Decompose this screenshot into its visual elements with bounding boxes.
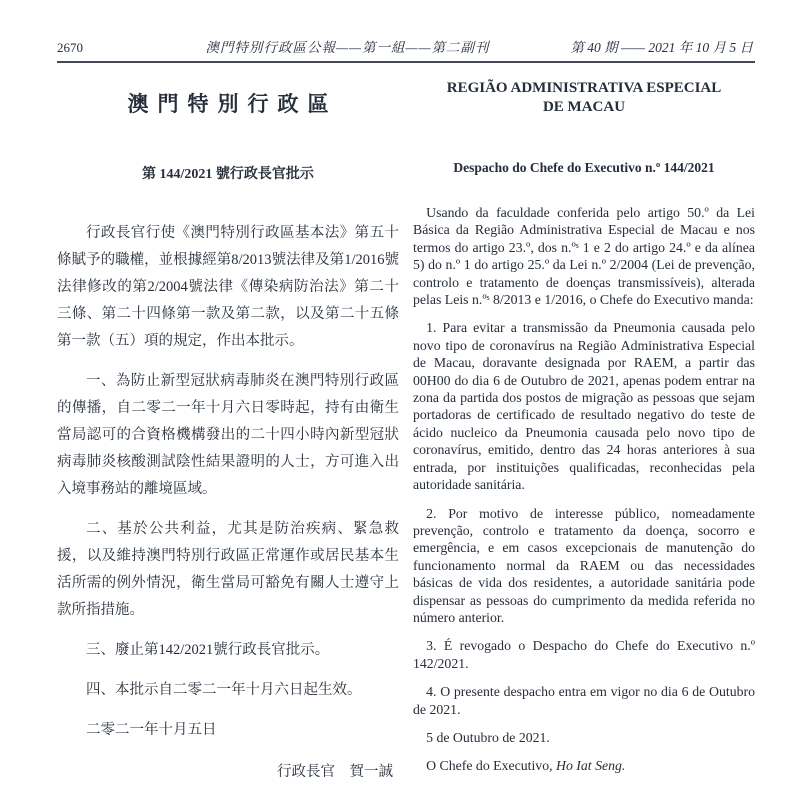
document-body bbox=[0, 63, 808, 786]
body-text-pt bbox=[413, 204, 755, 775]
gazette-title: 澳門特別行政區公報——第一組——第二副刊 bbox=[205, 40, 490, 55]
signature-pt bbox=[413, 757, 755, 774]
paragraph-pt: 2. Por motivo de interesse público, nomeadamente prevenção, controlo e tratamento da doença, socorro e emergência, e em casos excepcionais de manutenção do funcionamento normal da RAEM ou das necessidades básicas de vida dos residentes, a autoridade sanitária pode dispensar as pessoas do cumprimento da medida referida no número anterior. bbox=[413, 505, 755, 625]
region-title-pt-line1: REGIÃO ADMINISTRATIVA ESPECIAL bbox=[446, 80, 722, 96]
paragraph-zh: 一、為防止新型冠狀病毒肺炎在澳門特別行政區的傳播，自二零二一年十月六日零時起，持有由衛生當局認可的合資格機構發出的二十四小時內新型冠狀病毒肺炎核酸測試陰性結果證明的人士，方可進入出入境事務站的離境區域。 bbox=[57, 373, 399, 497]
paragraph-pt: 4. O presente despacho entra em vigor no dia 6 de Outubro de 2021. bbox=[413, 684, 755, 717]
issue-info: 第 40 期 —— 2021 年 10 月 5 日 bbox=[570, 40, 753, 55]
date-line-zh: 二零二一年十月五日 bbox=[86, 722, 217, 738]
paragraph-zh: 行政長官行使《澳門特別行政區基本法》第五十條賦予的職權，並根據經第8/2013號法律及第1/2016號法律修改的第2/2004號法律《傳染病防治法》第二十三條、第二十四條第一款及第二款，以及第二十五條第一款（五）項的規定，作出本批示。 bbox=[57, 225, 399, 349]
despacho-heading-pt: Despacho do Chefe do Executivo n.º 144/2021 bbox=[453, 160, 715, 175]
paragraph-pt: 1. Para evitar a transmissão da Pneumonia causada pelo novo tipo de coronavírus na Região Administrativa Especial de Macau, doravante designada por RAEM, a partir das 00H00 do dia 6 de Outubro de 2021, apenas podem entrar na zona da partida dos postos de migração as pessoas que sejam portadoras de certificado de resultado negativo do teste de ácido nucleico da Pneumonia causada pelo novo tipo de coronavírus, emitido, dentro das 24 horas anteriores à sua entrada, por instituições qualificadas, reconhecidas pela autoridade sanitária. bbox=[413, 320, 755, 493]
page-number: 2670 bbox=[57, 40, 83, 55]
region-title-zh: 澳門特別行政區 bbox=[127, 92, 338, 116]
region-title-pt bbox=[413, 79, 755, 117]
paragraph-zh: 四、本批示自二零二一年十月六日起生效。 bbox=[86, 682, 362, 698]
running-header bbox=[0, 0, 808, 56]
signature-zh: 行政長官 賀一誠 bbox=[277, 764, 393, 780]
signature-pt-prefix: O Chefe do Executivo, bbox=[426, 758, 556, 774]
paragraph-zh: 二、基於公共利益，尤其是防治疾病、緊急救援，以及維持澳門特別行政區正常運作或居民基本生活所需的例外情況，衛生當局可豁免有關人士遵守上款所指措施。 bbox=[57, 521, 399, 618]
signature-pt-name: Ho Iat Seng. bbox=[556, 758, 626, 774]
region-title-pt-line2: DE MACAU bbox=[542, 99, 626, 115]
despacho-heading-zh: 第 144/2021 號行政長官批示 bbox=[142, 167, 314, 182]
portuguese-column bbox=[413, 63, 755, 786]
paragraph-zh: 三、廢止第142/2021號行政長官批示。 bbox=[86, 642, 330, 658]
paragraph-pt: Usando da faculdade conferida pelo artigo 50.º da Lei Básica da Região Administrativa Especial de Macau e nos termos do artigo 23.º, dos n.ºˢ 1 e 2 do artigo 24.º e da alínea 5) do n.º 1 do artigo 25.º da Lei n.º 2/2004 (Lei de prevenção, controlo e tratamento de doenças transmissíveis), alterada pelas Leis n.ºˢ 8/2013 e 1/2016, o Chefe do Executivo manda: bbox=[413, 205, 755, 308]
body-text-zh bbox=[57, 220, 399, 744]
chinese-column bbox=[57, 63, 399, 786]
paragraph-pt: 3. É revogado o Despacho do Chefe do Executivo n.º 142/2021. bbox=[413, 638, 755, 671]
date-line-pt: 5 de Outubro de 2021. bbox=[426, 729, 550, 745]
